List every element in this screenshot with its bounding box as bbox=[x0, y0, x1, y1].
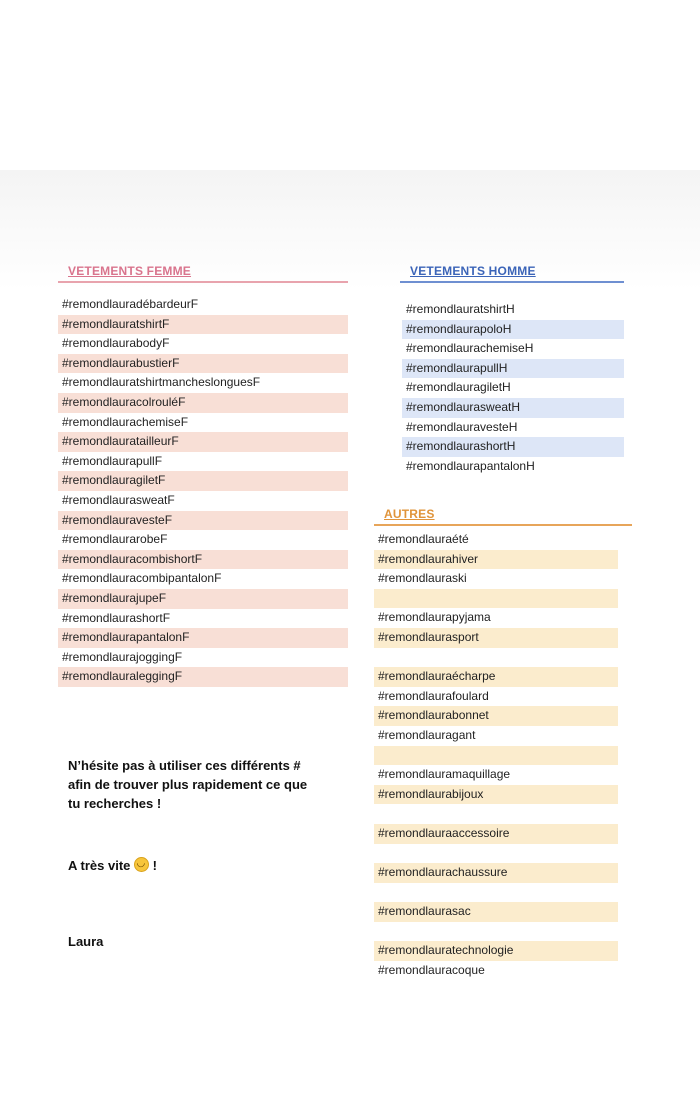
femme-hashtag-item: #remondlauratailleurF bbox=[58, 432, 348, 452]
autres-hashtag-item: #remondlaurachaussure bbox=[374, 863, 618, 883]
homme-section bbox=[400, 262, 624, 476]
femme-hashtag-item: #remondlauracombipantalonF bbox=[62, 571, 222, 586]
autres-hashtag-item: #remondlaurafoulard bbox=[378, 688, 489, 703]
autres-heading-rule bbox=[374, 524, 632, 526]
femme-hashtag-item: #remondlauracolrouléF bbox=[58, 393, 348, 413]
autres-hashtag-item: #remondlauratechnologie bbox=[374, 941, 618, 961]
autres-hashtag-list bbox=[374, 530, 618, 981]
homme-hashtag-item: #remondlaurachemiseH bbox=[406, 341, 534, 356]
homme-heading-rule bbox=[400, 281, 624, 283]
autres-hashtag-item: #remondlauracoque bbox=[378, 963, 485, 978]
message-line-1: N’hésite pas à utiliser ces différents # bbox=[68, 758, 301, 773]
femme-hashtag-item: #remondlaurashortF bbox=[62, 610, 171, 625]
femme-hashtag-item: #remondlauratshirtmancheslonguesF bbox=[62, 375, 261, 390]
autres-hashtag-item: #remondlauraaccessoire bbox=[374, 824, 618, 844]
autres-hashtag-item: #remondlaurapyjama bbox=[378, 610, 491, 625]
femme-hashtag-item: #remondlauravesteF bbox=[58, 511, 348, 531]
femme-hashtag-item: #remondlaurachemiseF bbox=[62, 414, 189, 429]
femme-hashtag-item: #remondlaurajupeF bbox=[58, 589, 348, 609]
message-line-2: afin de trouver plus rapidement ce que bbox=[68, 777, 308, 792]
homme-hashtag-list bbox=[402, 300, 624, 476]
femme-hashtag-item: #remondlauracombishortF bbox=[58, 550, 348, 570]
femme-hashtag-list bbox=[58, 295, 348, 687]
autres-hashtag-item: #remondlauramaquillage bbox=[378, 767, 511, 782]
autres-hashtag-item bbox=[374, 844, 618, 864]
femme-hashtag-item: #remondlaurapullF bbox=[62, 453, 163, 468]
farewell-exclamation: ! bbox=[152, 858, 157, 873]
autres-hashtag-item: #remondlaurasac bbox=[374, 902, 618, 922]
autres-heading: AUTRES bbox=[384, 507, 435, 521]
homme-hashtag-item: #remondlaurapantalonH bbox=[406, 458, 535, 473]
autres-hashtag-item: #remondlaurahiver bbox=[374, 550, 618, 570]
autres-hashtag-item: #remondlaurabonnet bbox=[374, 706, 618, 726]
autres-hashtag-item bbox=[374, 648, 618, 668]
homme-hashtag-item: #remondlauragiletH bbox=[406, 380, 511, 395]
farewell-line bbox=[68, 856, 157, 875]
femme-hashtag-item: #remondlauratshirtF bbox=[58, 315, 348, 335]
autres-hashtag-item: #remondlauraété bbox=[378, 532, 469, 546]
femme-hashtag-item: #remondlauradébardeurF bbox=[62, 297, 199, 311]
autres-section bbox=[374, 505, 632, 981]
homme-hashtag-item: #remondlauravesteH bbox=[406, 419, 518, 434]
femme-hashtag-item: #remondlaurabustierF bbox=[58, 354, 348, 374]
femme-hashtag-item: #remondlaurarobeF bbox=[62, 532, 168, 547]
autres-hashtag-item bbox=[374, 746, 618, 766]
homme-hashtag-item: #remondlaurapoloH bbox=[402, 320, 624, 340]
signature: Laura bbox=[68, 934, 104, 949]
homme-hashtag-item: #remondlaurasweatH bbox=[402, 398, 624, 418]
autres-hashtag-item: #remondlauragant bbox=[378, 727, 476, 742]
femme-hashtag-item: #remondlaurajoggingF bbox=[62, 649, 183, 664]
femme-hashtag-item: #remondlauragiletF bbox=[58, 471, 348, 491]
message-block bbox=[68, 756, 307, 813]
femme-hashtag-item: #remondlaurabodyF bbox=[62, 336, 170, 351]
homme-hashtag-item: #remondlauratshirtH bbox=[406, 302, 515, 316]
autres-hashtag-item: #remondlaurabijoux bbox=[374, 785, 618, 805]
autres-hashtag-item bbox=[374, 883, 618, 903]
homme-heading: VETEMENTS HOMME bbox=[410, 264, 536, 278]
femme-section bbox=[58, 262, 348, 687]
femme-hashtag-item: #remondlauraleggingF bbox=[58, 667, 348, 687]
femme-hashtag-item: #remondlaurapantalonF bbox=[58, 628, 348, 648]
autres-hashtag-item: #remondlauraski bbox=[378, 571, 467, 586]
autres-hashtag-item: #remondlauraécharpe bbox=[374, 667, 618, 687]
farewell-text: A très vite bbox=[68, 858, 131, 873]
femme-hashtag-item: #remondlaurasweatF bbox=[62, 492, 175, 507]
message-line-3: tu recherches ! bbox=[68, 796, 162, 811]
autres-hashtag-item bbox=[374, 804, 618, 824]
femme-heading: VETEMENTS FEMME bbox=[68, 264, 192, 278]
autres-hashtag-item bbox=[374, 922, 618, 942]
autres-hashtag-item: #remondlaurasport bbox=[374, 628, 618, 648]
autres-hashtag-item bbox=[374, 589, 618, 609]
homme-hashtag-item: #remondlaurapullH bbox=[402, 359, 624, 379]
femme-heading-rule bbox=[58, 281, 348, 283]
homme-hashtag-item: #remondlaurashortH bbox=[402, 437, 624, 457]
smiling-face-icon bbox=[134, 857, 149, 872]
